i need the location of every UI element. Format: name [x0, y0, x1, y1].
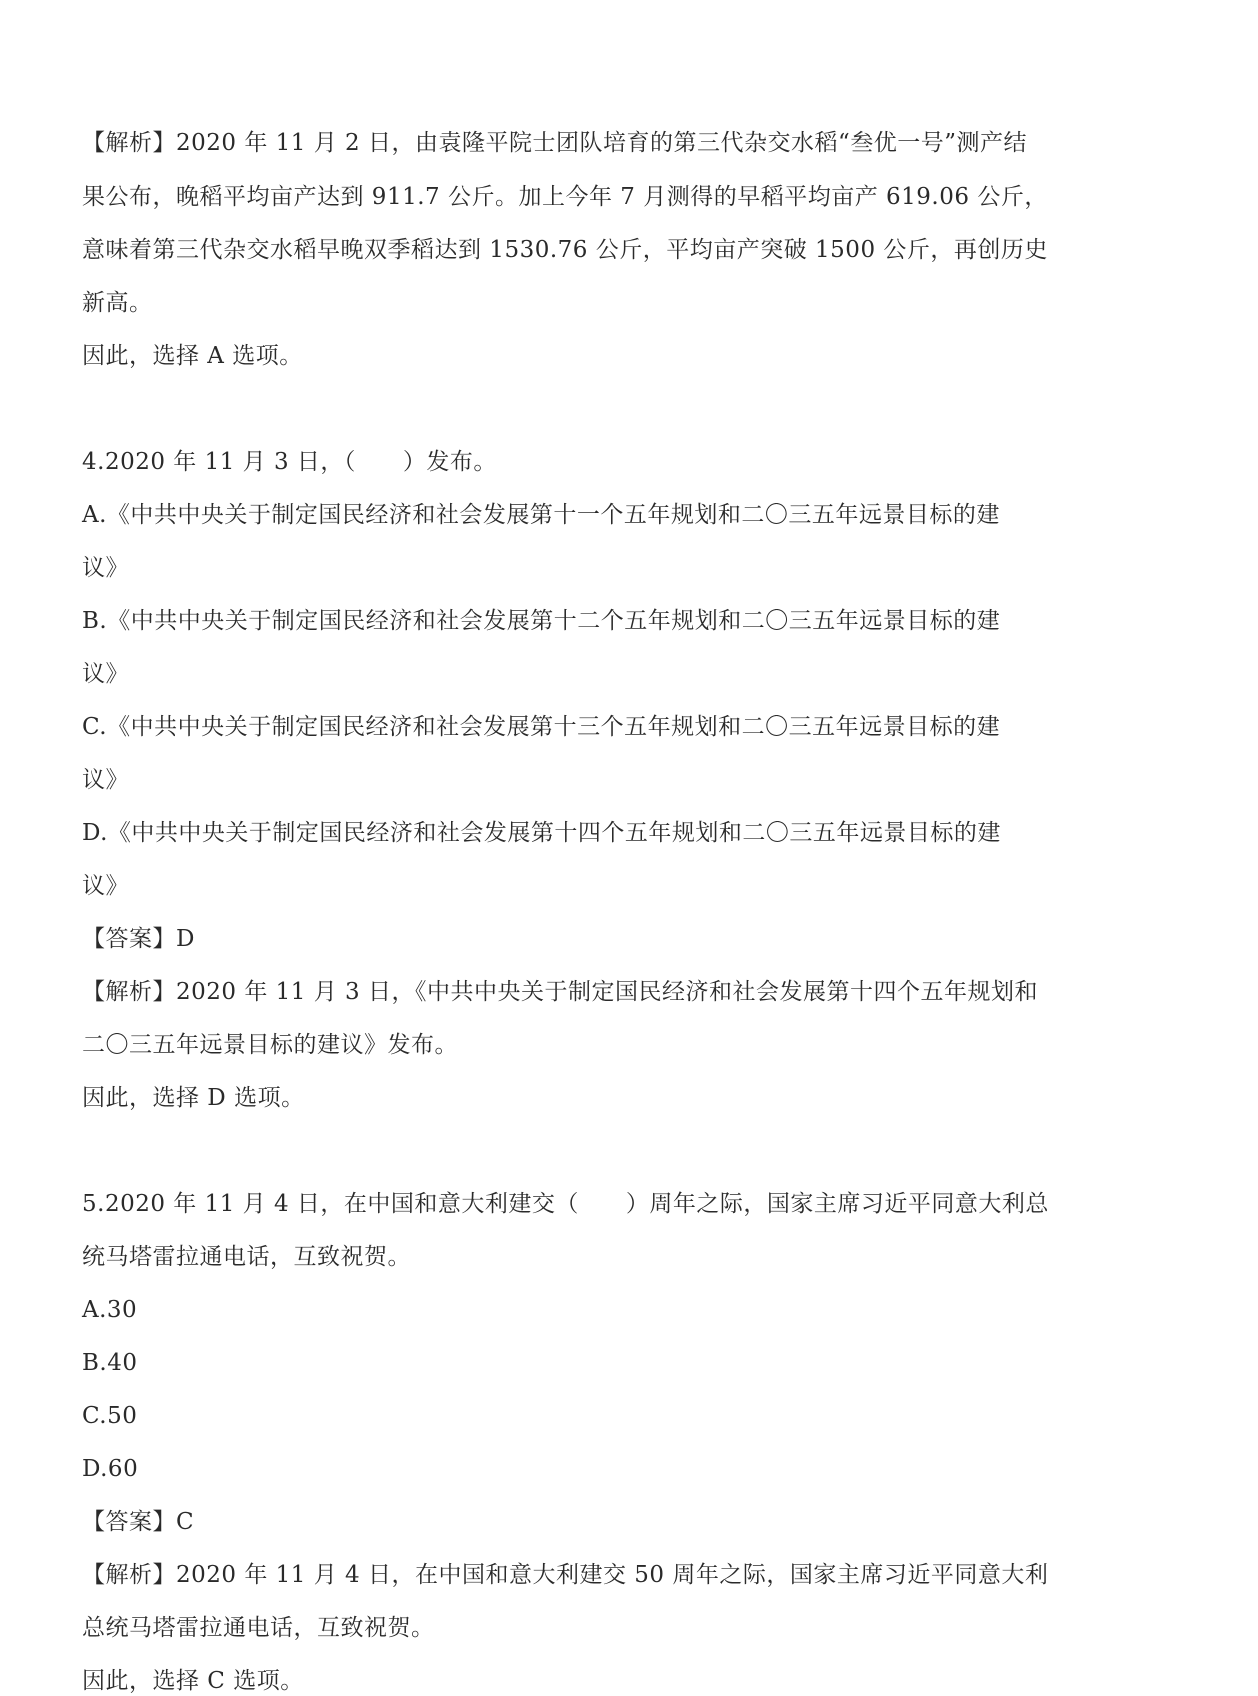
q4-option-d-line-2: 议》 — [82, 873, 129, 899]
q4-question: 4.2020 年 11 月 3 日，（ ）发布。 — [82, 449, 497, 475]
q4-option-b-line-1: B.《中共中央关于制定国民经济和社会发展第十二个五年规划和二〇三五年远景目标的建 — [82, 608, 1001, 634]
q4-option-b-line-2: 议》 — [82, 661, 129, 687]
q5-conclusion: 因此，选择 C 选项。 — [82, 1668, 304, 1694]
q5-option-a: A.30 — [82, 1297, 138, 1323]
q5-option-b: B.40 — [82, 1350, 138, 1376]
q5-option-d: D.60 — [82, 1456, 139, 1482]
q4-option-a-line-2: 议》 — [82, 555, 129, 581]
q3-analysis-line-1: 【解析】2020 年 11 月 2 日，由袁隆平院士团队培育的第三代杂交水稻“叁优一号”测产结 — [82, 130, 1028, 156]
q4-option-c-line-2: 议》 — [82, 767, 129, 793]
q4-option-a-line-1: A.《中共中央关于制定国民经济和社会发展第十一个五年规划和二〇三五年远景目标的建 — [82, 502, 1000, 528]
q4-answer: 【答案】D — [82, 926, 195, 952]
q4-analysis-line-2: 二〇三五年远景目标的建议》发布。 — [82, 1032, 458, 1058]
q4-option-d-line-1: D.《中共中央关于制定国民经济和社会发展第十四个五年规划和二〇三五年远景目标的建 — [82, 820, 1001, 846]
q4-analysis-line-1: 【解析】2020 年 11 月 3 日，《中共中央关于制定国民经济和社会发展第十四个五年规划和 — [82, 979, 1038, 1005]
q3-analysis-line-2: 果公布，晚稻平均亩产达到 911.7 公斤。加上今年 7 月测得的早稻平均亩产 619.06 公斤， — [82, 184, 1048, 210]
q5-analysis-line-2: 总统马塔雷拉通电话，互致祝贺。 — [82, 1615, 435, 1641]
q3-analysis-line-4: 新高。 — [82, 290, 153, 316]
q5-question-line-2: 统马塔雷拉通电话，互致祝贺。 — [82, 1244, 411, 1270]
q3-conclusion: 因此，选择 A 选项。 — [82, 343, 303, 369]
q5-question-line-1: 5.2020 年 11 月 4 日，在中国和意大利建交（ ）周年之际，国家主席习近平同意大利总 — [82, 1191, 1049, 1217]
q4-conclusion: 因此，选择 D 选项。 — [82, 1085, 305, 1111]
q4-option-c-line-1: C.《中共中央关于制定国民经济和社会发展第十三个五年规划和二〇三五年远景目标的建 — [82, 714, 1001, 740]
q5-option-c: C.50 — [82, 1403, 138, 1429]
q5-analysis-line-1: 【解析】2020 年 11 月 4 日，在中国和意大利建交 50 周年之际，国家主席习近平同意大利 — [82, 1562, 1049, 1588]
q3-analysis-line-3: 意味着第三代杂交水稻早晚双季稻达到 1530.76 公斤，平均亩产突破 1500 公斤，再创历史 — [82, 237, 1048, 263]
q5-answer: 【答案】C — [82, 1509, 195, 1535]
